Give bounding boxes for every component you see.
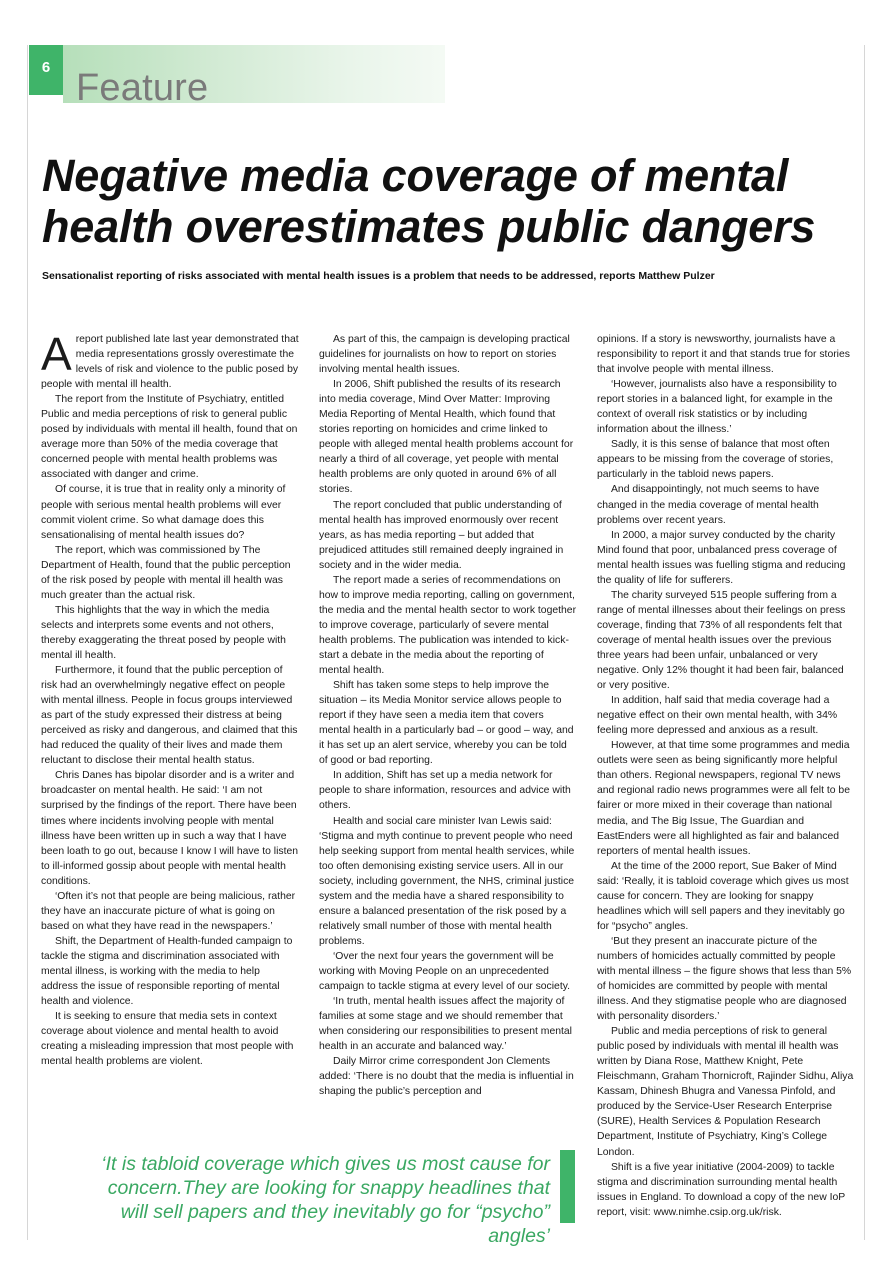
article-paragraph: In 2000, a major survey conducted by the charity Mind found that poor, unbalanced press coverage of mental health issues was fuelling stigma and reducing the quality of life for sufferers. bbox=[597, 529, 846, 586]
article-paragraph: ‘However, journalists also have a responsibility to report stories in a balanced light, for example in the context of overall risk statistics or by including information about the illness.’ bbox=[597, 379, 837, 436]
article-paragraph: Shift is a five year initiative (2004-2009) to tackle stigma and discrimination surrounding mental health issues in England. To download a copy of the new IoP report, visit: www.nimhe.csip.org.uk/risk. bbox=[597, 1161, 846, 1218]
page-edge-right bbox=[864, 45, 865, 1240]
article-paragraph: This highlights that the way in which the media selects and interprets some events and not others, thereby exaggerating the threat posed by people with mental ill health. bbox=[41, 604, 286, 661]
page-edge-left bbox=[27, 45, 28, 1240]
article-paragraph: Areport published late last year demonstrated that media representations grossly overestimate the levels of risk and violence to the public posed by people with mental ill health. bbox=[41, 328, 299, 391]
article-paragraph: In addition, half said that media coverage had a negative effect on their own mental health, with 34% feeling more depressed and anxious as a result. bbox=[597, 695, 838, 737]
article-paragraph: Health and social care minister Ivan Lewis said: ‘Stigma and myth continue to prevent people who need help seeking support from mental health services, while too often demonising existing service users. All in our society, including government, the NHS, criminal justice system and the media have a shared responsibility to ensure a balanced presentation of the risk posed by a relatively small number of those with mental health problems. bbox=[319, 815, 575, 947]
article-paragraph: Chris Danes has bipolar disorder and is a writer and broadcaster on mental health. He said: ‘I am not surprised by the findings of the report. There have been times where incidents involving people with mental illness have been written up in such a way that I have been loath to go out, because I know I will have to listen to ill-informed gossip about people with mental health conditions. bbox=[41, 770, 299, 887]
article-column-2 bbox=[319, 332, 577, 1099]
article-paragraph: Shift has taken some steps to help improve the situation – its Media Monitor service allows people to report if they have seen a media item that covers mental health in a particularly bad – or good – way, and it has set up an alert service, whereby you can be told of good or bad reporting. bbox=[319, 680, 574, 767]
pull-quote-bar bbox=[560, 1150, 575, 1223]
article-paragraph: The report from the Institute of Psychiatry, entitled Public and media perceptions of risk to general public posed by individuals with mental ill health, found that on average more than 50% of the media coverage that concerned people with mental health problems was associated with danger and crime. bbox=[41, 394, 298, 481]
article-column-3 bbox=[597, 332, 855, 1220]
article-paragraph: As part of this, the campaign is developing practical guidelines for journalists on how to report on stories involving mental health issues. bbox=[319, 334, 570, 376]
article-paragraph: The charity surveyed 515 people suffering from a range of mental illnesses about their feelings on press coverage, finding that 73% of all respondents felt that coverage of mental health issues over the previous three years had been unfair, unbalanced or very negative. Only 12% thought it had been fair, balanced or very positive. bbox=[597, 589, 846, 692]
article-paragraph: ‘In truth, mental health issues affect the majority of families at some stage and we should remember that when considering our responsibilities to present mental health in an accurate and balanced way.’ bbox=[319, 996, 572, 1053]
article-paragraph: However, at that time some programmes and media outlets were seen as being significantly more helpful than others. Regional newspapers, regional TV news and regional radio news programmes were all felt to be fairer or more mixed in their coverage than national media, and The Big Issue, The Guardian and EastEnders were all highlighted as fair and balanced reporters of mental health issues. bbox=[597, 740, 850, 857]
article-paragraph: ‘Over the next four years the government will be working with Moving People on an unprecedented campaign to tackle stigma at every level of our society. bbox=[319, 950, 571, 993]
article-paragraph: In addition, Shift has set up a media network for people to share information, resources and advice with others. bbox=[319, 770, 571, 812]
article-paragraph: Of course, it is true that in reality only a minority of people with serious mental health problems will ever commit violent crime. So what damage does this sensationalising of mental health issues do? bbox=[41, 484, 286, 541]
article-standfirst: Sensationalist reporting of risks associated with mental health issues is a problem that needs to be addressed, reports Matthew Pulzer bbox=[42, 270, 715, 282]
article-paragraph: Sadly, it is this sense of balance that most often appears to be missing from the coverage of stories, particularly in the tabloid news papers. bbox=[597, 439, 834, 481]
article-paragraph: At the time of the 2000 report, Sue Baker of Mind said: ‘Really, it is tabloid coverage which gives us most cause for concern. They are looking for snappy headlines which will sell papers and they inevitably go for “psycho” angles. bbox=[597, 860, 849, 932]
pull-quote: ‘It is tabloid coverage which gives us most cause for concern.They are looking for snappy headlines that will sell papers and they inevitably go for “psycho” angles’ bbox=[101, 1153, 550, 1247]
article-paragraph: The report, which was commissioned by The Department of Health, found that the public perception of the risk posed by people with mental ill health was much greater than the actual risk. bbox=[41, 544, 291, 601]
article-paragraph: Daily Mirror crime correspondent Jon Clements added: ‘There is no doubt that the media is influential in shaping the public’s perception and bbox=[319, 1056, 574, 1098]
article-paragraph: Shift, the Department of Health-funded campaign to tackle the stigma and discrimination associated with mental illness, is working with the media to help address the issue of responsible reporting of mental health and violence. bbox=[41, 935, 293, 1008]
article-paragraph: ‘Often it’s not that people are being malicious, rather they have an inaccurate picture of what is going on based on what they have read in the newspapers.’ bbox=[41, 890, 296, 932]
article-paragraph: opinions. If a story is newsworthy, journalists have a responsibility to report it and that stands true for stories that involve people with mental illness. bbox=[597, 334, 850, 376]
article-paragraph: Furthermore, it found that the public perception of risk had an overwhelmingly negative effect on people with mental illness. People in focus groups interviewed as part of the study expressed their distress at being perceived as risky and dangerous, and claimed that this had reduced the quality of their lives and made them reluctant to disclose their mental health status. bbox=[41, 665, 298, 767]
article-paragraph: The report made a series of recommendations on how to improve media reporting, calling on government, the media and the mental health sector to work together to improve coverage, particularly of severe mental health problems. The publication was intended to kick-start a debate in the media about the reporting of mental health. bbox=[319, 574, 577, 677]
drop-cap: A bbox=[41, 328, 72, 380]
article-paragraph: ‘But they present an inaccurate picture of the numbers of homicides actually committed by people with mental illness – the figure shows that less than 5% of homicides are committed by people with mental illness. And they stigmatise people who are diagnosed with personality disorders.’ bbox=[597, 935, 852, 1023]
section-label: Feature bbox=[76, 67, 209, 109]
article-paragraph: The report concluded that public understanding of mental health has improved enormously over recent years, as has media reporting – but added that prejudiced attitudes still remained deeply ingrained in society and in the wider media. bbox=[319, 499, 564, 571]
article-paragraph: Public and media perceptions of risk to general public posed by individuals with mental ill health was written by Diana Rose, Matthew Knight, Pete Fleischmann, Graham Thornicroft, Rajinder Sidhu, Aliya Kassam, Dhinesh Bhugra and Vanessa Pinfold, and produced by the Service-User Research Enterprise (SURE), Health Services & Population Research Department, Institute of Psychiatry, King’s College London. bbox=[597, 1026, 854, 1158]
article-column-1 bbox=[41, 328, 299, 1069]
page-number: 6 bbox=[29, 45, 63, 95]
article-paragraph: It is seeking to ensure that media sets in context coverage about violence and mental health to avoid creating a misleading impression that most people with mental health problems are violent. bbox=[41, 1011, 294, 1068]
article-headline: Negative media coverage of mental health overestimates public dangers bbox=[42, 150, 816, 252]
article-paragraph: In 2006, Shift published the results of its research into media coverage, Mind Over Matter: Improving Media Reporting of Mental Health, which found that stories reporting on homicides and crime linked to people with alleged mental health problems account for nearly a third of all coverage, yet people with mental health problems are only quoted in around 6% of all stories. bbox=[319, 379, 574, 496]
article-paragraph: And disappointingly, not much seems to have changed in the media coverage of mental health problems over recent years. bbox=[597, 484, 820, 526]
